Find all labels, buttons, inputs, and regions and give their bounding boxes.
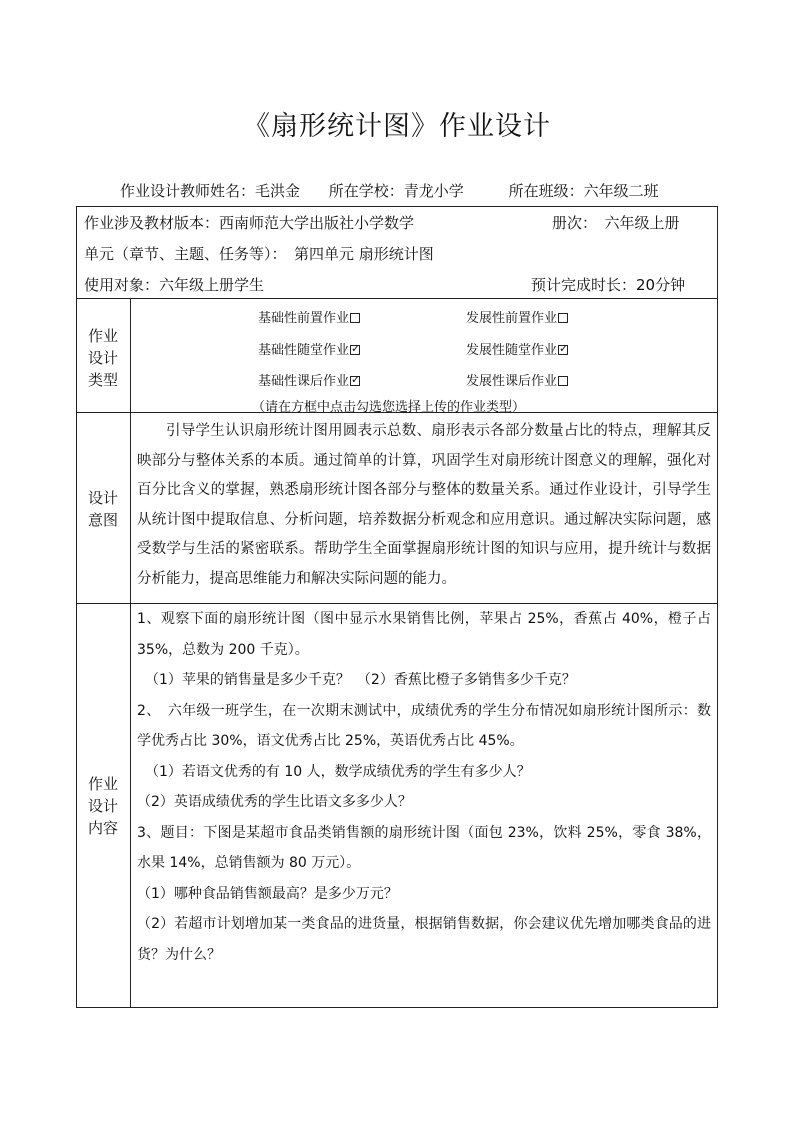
intent-section-label: 设计 意图 xyxy=(87,489,118,529)
unit-text: 单元（章节、主题、任务等）： 第四单元 扇形统计图 xyxy=(84,245,434,263)
question-2: 2、 六年级一班学生，在一次期末测试中，成绩优秀的学生分布情况如扇形统计图所示：数学优秀占比 30%，语文优秀占比 25%，英语优秀占比 45%。 xyxy=(137,702,711,749)
question-3-sub-1: （1）哪种食品销售额最高？是多少万元？ xyxy=(137,885,398,902)
question-1-sub: （1）苹果的销售量是多少千克？ （2）香蕉比橙子多销售多少千克？ xyxy=(145,672,576,688)
intent-paragraph xyxy=(137,417,711,594)
type-label-line: 类型 xyxy=(87,371,118,389)
checkbox[interactable] xyxy=(350,313,360,323)
type-item-advanced-pre[interactable]: 发展性前置作业 xyxy=(466,307,568,326)
type-item-advanced-after[interactable]: 发展性课后作业 xyxy=(466,370,568,389)
question-3: 3、题目：下图是某超市食品类销售额的扇形统计图（面包 23%，饮料 25%，零食 38%，水果 14%，总销售额为 80 万元）。 xyxy=(137,824,711,871)
question-2-sub-2: （2）英语成绩优秀的学生比语文多多少人？ xyxy=(137,794,412,810)
question-3-sub-2: （2）若超市计划增加某一类食品的进货量，根据销售数据，你会建议优先增加哪类食品的进货？为什么？ xyxy=(137,916,711,963)
class-name: 所在班级：六年级二班 xyxy=(508,182,659,200)
content-questions xyxy=(137,604,711,970)
teacher-info xyxy=(120,180,659,201)
column-divider xyxy=(130,298,131,1008)
type-item-basic-class[interactable]: 基础性随堂作业✓ xyxy=(258,339,360,358)
question-2-sub-1: （1）若语文优秀的有 10 人，数学成绩优秀的学生有多少人？ xyxy=(145,763,531,780)
checkbox-checked[interactable] xyxy=(350,345,360,355)
intent-text: 引导学生认识扇形统计图用圆表示总数、扇形表示各部分数量占比的特点，理解其反映部分与整体关系的本质。通过简单的计算，巩固学生对扇形统计图意义的理解，强化对百分比含义的掌握，熟悉扇形统计图各部分与整体的数量关系。通过作业设计，引导学生从统计图中提取信息、分析问题，培养数据分析观念和应用意识。通过解决实际问题，感受数学与生活的紧密联系。帮助学生全面掌握扇形统计图的知识与应用，提升统计与数据分析能力，提高思维能力和解决实际问题的能力。 xyxy=(137,423,711,587)
page-title: 《扇形统计图》作业设计 xyxy=(243,111,551,142)
teacher-name: 作业设计教师姓名：毛洪金 xyxy=(120,182,301,200)
duration-text: 预计完成时长：20分钟 xyxy=(531,276,686,294)
type-item-advanced-class[interactable]: 发展性随堂作业✓ xyxy=(466,339,568,358)
type-section-label xyxy=(76,325,130,391)
type-label-line: 作业 xyxy=(87,327,118,345)
checkbox-checked[interactable] xyxy=(350,376,360,386)
type-label-line: 设计 xyxy=(87,349,118,367)
volume-text: 册次： 六年级上册 xyxy=(552,214,680,232)
audience-text: 使用对象：六年级上册学生 xyxy=(84,276,265,294)
question-1: 1、观察下面的扇形统计图（图中显示水果销售比例，苹果占 25%，香蕉占 40%，橙子占 35%，总数为 200 千克）。 xyxy=(137,611,711,658)
checkbox[interactable] xyxy=(558,376,568,386)
checkbox[interactable] xyxy=(558,313,568,323)
school-name: 所在学校：青龙小学 xyxy=(328,182,464,200)
type-item-basic-after[interactable]: 基础性课后作业✓ xyxy=(258,370,360,389)
checkbox-checked[interactable] xyxy=(558,345,568,355)
content-section-label: 作业 设计 内容 xyxy=(87,775,118,837)
type-item-basic-pre[interactable]: 基础性前置作业 xyxy=(258,307,360,326)
edition-text: 作业涉及教材版本：西南师范大学出版社小学数学 xyxy=(84,214,415,232)
type-selection-note: （请在方框中点击勾选您选择上传的作业类型） xyxy=(252,400,526,415)
